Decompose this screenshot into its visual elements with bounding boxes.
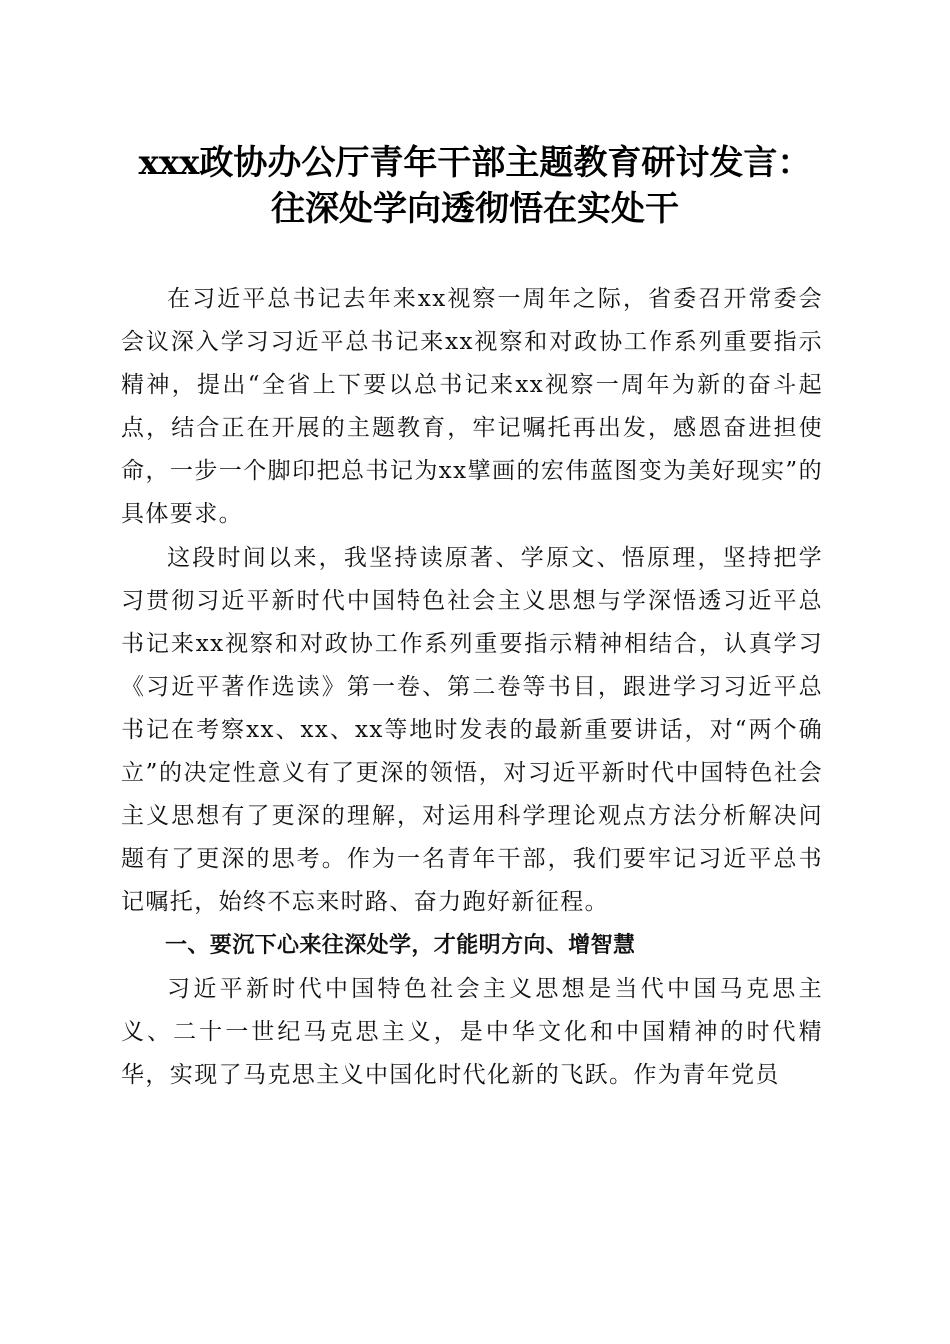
body-paragraph-1: 在习近平总书记去年来xx视察一周年之际，省委召开常委会会议深入学习习近平总书记来xx视察和对政协工作系列重要指示精神，提出“全省上下要以总书记来xx视察一周年为新的奋斗起点，结合正在开展的主题教育，牢记嘱托再出发，感恩奋进担使命，一步一个脚印把总书记为xx擘画的宏伟蓝图变为美好现实”的具体要求。 (121, 286, 823, 528)
document-title-line-2: 往深处学向透彻悟在实处干 (271, 189, 679, 229)
body-paragraph-2: 这段时间以来，我坚持读原著、学原文、悟原理，坚持把学习贯彻习近平新时代中国特色社会主义思想与学深悟透习近平总书记来xx视察和对政协工作系列重要指示精神相结合，认真学习《习近平著作选读》第一卷、第二卷等书目，跟进学习习近平总书记在考察xx、xx、xx等地时发表的最新重要讲话，对“两个确立”的决定性意义有了更深的领悟，对习近平新时代中国特色社会主义思想有了更深的理解，对运用科学理论观点方法分析解决问题有了更深的思考。作为一名青年干部，我们要牢记习近平总书记嘱托，始终不忘来时路、奋力跑好新征程。 (121, 544, 823, 916)
document-title-line-1: xxx政协办公厅青年干部主题教育研讨发言： (138, 143, 812, 183)
section-paragraph: 习近平新时代中国特色社会主义思想是当代中国马克思主义、二十一世纪马克思主义，是中华文化和中国精神的时代精华，实现了马克思主义中国化时代化新的飞跃。作为青年党员 (121, 975, 823, 1088)
document-body (121, 278, 823, 1097)
section-heading: 一、要沉下心来往深处学，才能明方向、增智慧 (165, 933, 636, 959)
